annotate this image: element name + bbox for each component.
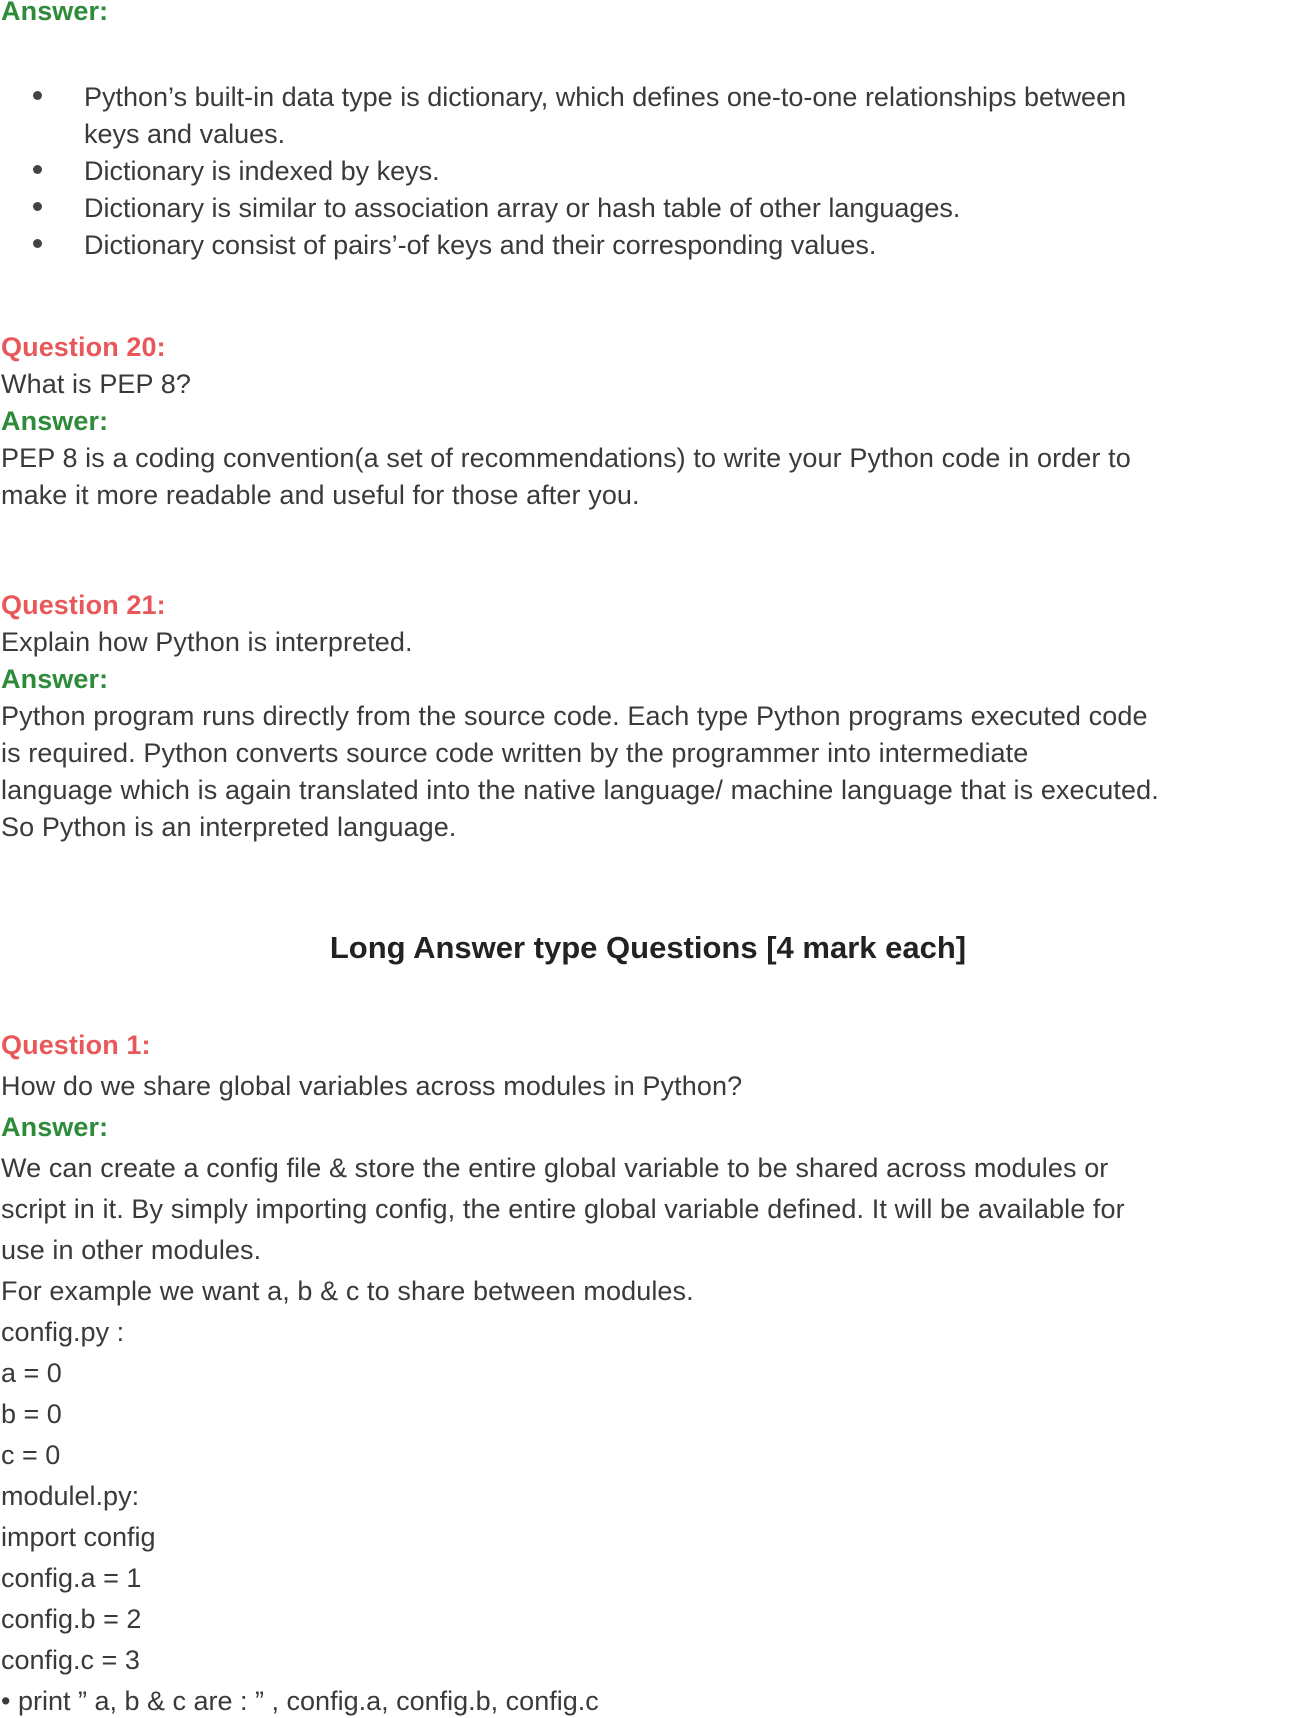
answer-text: We can create a config file & store the entire global variable to be shared across modules or <box>1 1153 1109 1183</box>
answer-text: language which is again translated into the native language/ machine language that is executed. <box>1 775 1159 805</box>
question-text: Explain how Python is interpreted. <box>1 627 413 657</box>
answer-text: So Python is an interpreted language. <box>1 812 457 842</box>
answer-text: is required. Python converts source code written by the programmer into intermediate <box>1 738 1029 768</box>
bullet-text: Python’s built-in data type is dictionary, which defines one-to-one relationships between <box>84 82 1127 112</box>
code-line: modulel.py: <box>1 1481 140 1511</box>
code-line: import config <box>1 1522 156 1552</box>
answer-text: make it more readable and useful for those after you. <box>1 480 640 510</box>
code-line: config.py : <box>1 1317 125 1347</box>
answer-label: Answer: <box>1 664 109 694</box>
bullet-text: Dictionary is similar to association array or hash table of other languages. <box>84 193 961 223</box>
question-text: How do we share global variables across modules in Python? <box>1 1071 743 1101</box>
bullet-icon <box>33 165 42 174</box>
code-line: config.c = 3 <box>1 1645 140 1675</box>
answer-text: script in it. By simply importing config, the entire global variable defined. It will be available for <box>1 1194 1125 1224</box>
bullet-text: Dictionary consist of pairs’-of keys and their corresponding values. <box>84 230 877 260</box>
bullet-icon <box>33 239 42 248</box>
code-line: config.b = 2 <box>1 1604 142 1634</box>
question-label: Question 1: <box>1 1030 151 1060</box>
bullet-text: Dictionary is indexed by keys. <box>84 156 440 186</box>
question-label: Question 20: <box>1 332 166 362</box>
code-line: b = 0 <box>1 1399 62 1429</box>
answer-text: Python program runs directly from the source code. Each type Python programs executed code <box>1 701 1148 731</box>
answer-label: Answer: <box>1 1112 109 1142</box>
question-label: Question 21: <box>1 590 166 620</box>
question-text: What is PEP 8? <box>1 369 191 399</box>
answer-text: PEP 8 is a coding convention(a set of recommendations) to write your Python code in order to <box>1 443 1131 473</box>
answer-label: Answer: <box>1 0 109 26</box>
bullet-icon <box>33 91 42 100</box>
answer-label: Answer: <box>1 406 109 436</box>
code-line: config.a = 1 <box>1 1563 142 1593</box>
answer-text: For example we want a, b & c to share between modules. <box>1 1276 694 1306</box>
code-line: • print ” a, b & c are : ” , config.a, config.b, config.c <box>1 1686 599 1716</box>
code-line: c = 0 <box>1 1440 61 1470</box>
bullet-text: keys and values. <box>84 119 286 149</box>
section-heading: Long Answer type Questions [4 mark each] <box>329 930 967 965</box>
code-line: a = 0 <box>1 1358 62 1388</box>
bullet-icon <box>33 202 42 211</box>
answer-text: use in other modules. <box>1 1235 262 1265</box>
